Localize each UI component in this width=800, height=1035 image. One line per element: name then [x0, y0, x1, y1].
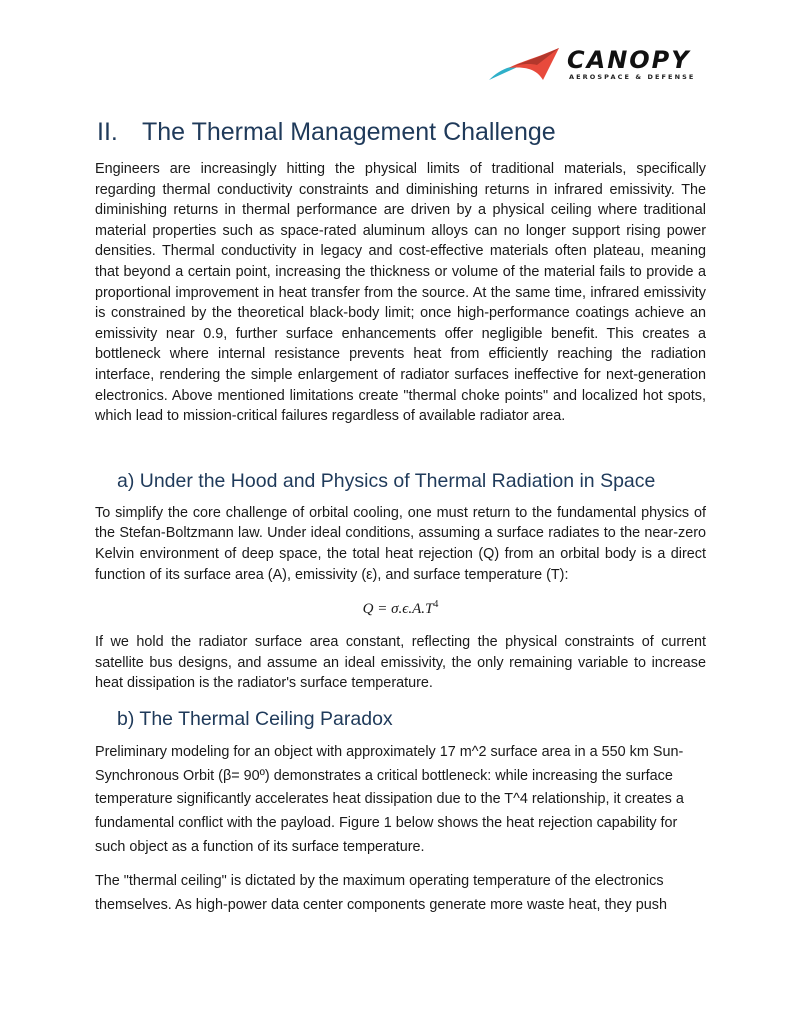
- intro-paragraph: Engineers are increasingly hitting the physical limits of traditional materials, specifically regarding thermal conductivity constraints and diminishing returns in infrared emissivity. The diminishing returns in thermal performance are driven by a physical ceiling where traditional material properties such as space-rated aluminum alloys can no longer support rising power densities. Thermal conductivity in legacy and cost-effective materials often plateau, meaning that beyond a certain point, increasing the thickness or volume of the material fails to provide a proportional improvement in heat transfer from the source. At the same time, infrared emissivity is constrained by the theoretical black-body limit; once high-performance coatings achieve an emissivity near 0.9, further surface enhancements offer negligible benefit. This creates a bottleneck where internal resistance prevents heat from efficiently reaching the radiation interface, rendering the simple enlargement of radiator surfaces ineffective for next-generation electronics. Above mentioned limitations create "thermal choke points" and localized hot spots, which lead to mission-critical failures regardless of available radiator area.: [95, 161, 706, 425]
- section-heading: [97, 118, 706, 147]
- subsection-a-paragraph-1: To simplify the core challenge of orbital cooling, one must return to the fundamental physics of the Stefan-Boltzmann law. Under ideal conditions, assuming a surface radiates to the near-zero Kelvin environment of deep space, the total heat rejection (Q) from an orbital body is a direct function of its surface area (A), emissivity (ε), and surface temperature (T):: [95, 504, 706, 583]
- subsection-b-paragraph-1: Preliminary modeling for an object with approximately 17 m^2 surface area in a 550 km Sun-Synchronous Orbit (β= 90º) demonstrates a critical bottleneck: while increasing the surface temperature significantly accelerates heat dissipation due to the T^4 relationship, it creates a fundamental conflict with the payload. Figure 1 below shows the heat rejection capability for such object as a function of its surface temperature.: [95, 743, 684, 856]
- canopy-wing-icon: [487, 46, 561, 82]
- section-title: The Thermal Management Challenge: [142, 118, 556, 146]
- company-logo: [487, 44, 717, 84]
- section-number: II.: [97, 118, 118, 146]
- subsection-b-heading: b) The Thermal Ceiling Paradox: [117, 707, 393, 730]
- stefan-boltzmann-formula: $Q = \sigma.\epsilon.A.T^4$: [362, 599, 439, 618]
- subsection-a-heading: a) Under the Hood and Physics of Thermal Radiation in Space: [117, 469, 656, 492]
- document-body: [95, 118, 706, 917]
- subsection-a-paragraph-2: If we hold the radiator surface area constant, reflecting the physical constraints of current satellite bus designs, and assume an ideal emissivity, the only remaining variable to increase heat dissipation is the radiator's surface temperature.: [95, 634, 706, 692]
- subsection-b-paragraph-2: The "thermal ceiling" is dictated by the maximum operating temperature of the electronics themselves. As high-power data center components generate more waste heat, they push: [95, 872, 667, 913]
- logo-wordmark: CANOPY: [567, 46, 691, 74]
- logo-tagline: AEROSPACE & DEFENSE: [569, 73, 696, 81]
